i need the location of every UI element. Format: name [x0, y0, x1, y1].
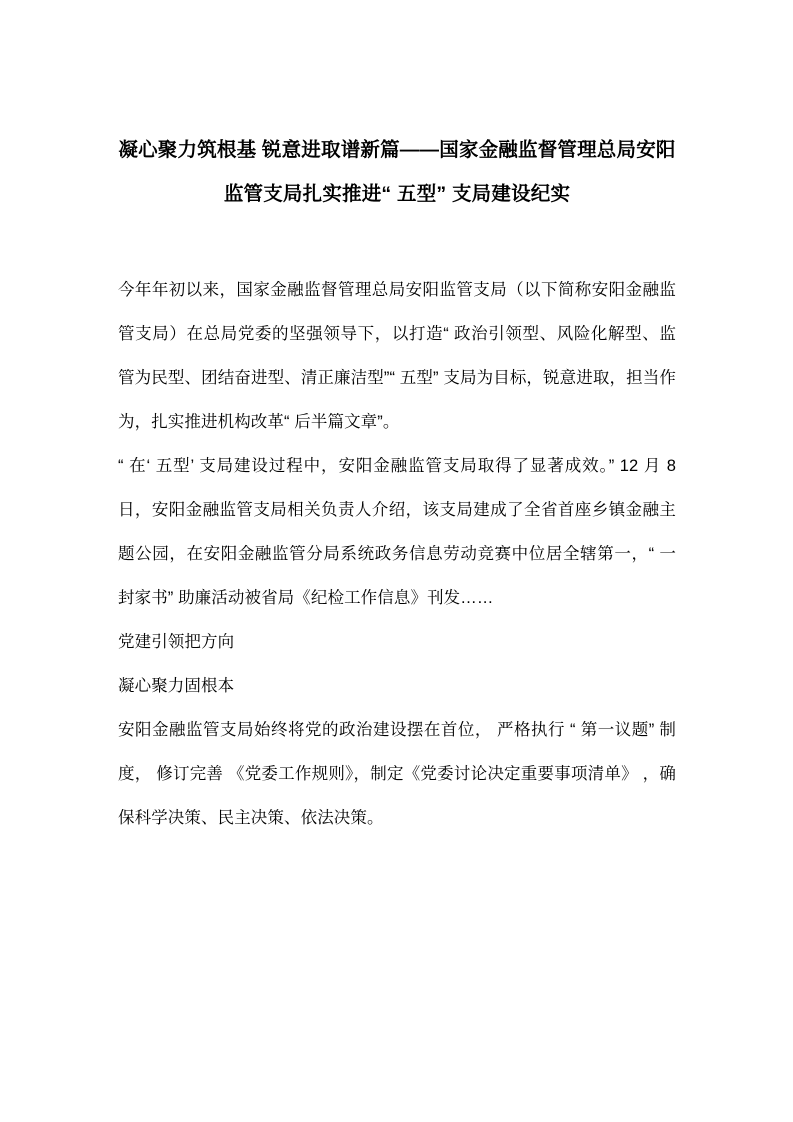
paragraph-3: 党建引领把方向: [118, 633, 235, 651]
page-title: 凝心聚力筑根基 锐意进取谱新篇——国家金融监督管理总局安阳监管支局扎实推进“ 五型” 支局建设纪实: [118, 139, 676, 205]
paragraph-1: 今年年初以来，国家金融监督管理总局安阳监管支局（以下简称安阳金融监管支局）在总局党委的坚强领导下，以打造“ 政治引领型、风险化解型、监管为民型、团结奋进型、清正廉洁型”“ 五型” 支局为目标，锐意进取，担当作为，扎实推进机构改革“ 后半篇文章”。: [118, 281, 676, 431]
paragraph-5: 安阳金融监管支局始终将党的政治建设摆在首位， 严格执行 “ 第一议题” 制度， 修订完善 《党委工作规则》，制定《党委讨论决定重要事项清单》 ，确保科学决策、民主决策、依法决策。: [118, 721, 676, 827]
document-body: [118, 268, 676, 840]
document-content: [118, 128, 676, 840]
paragraph-2: “ 在‘ 五型’ 支局建设过程中，安阳金融监管支局取得了显著成效。” 12 月 8 日，安阳金融监管支局相关负责人介绍，该支局建成了全省首座乡镇金融主题公园，在安阳金融监管分局系统政务信息劳动竞赛中位居全辖第一，“ 一封家书” 助廉活动被省局《纪检工作信息》刊发……: [118, 457, 676, 607]
paragraph-4: 凝心聚力固根本: [118, 677, 235, 695]
